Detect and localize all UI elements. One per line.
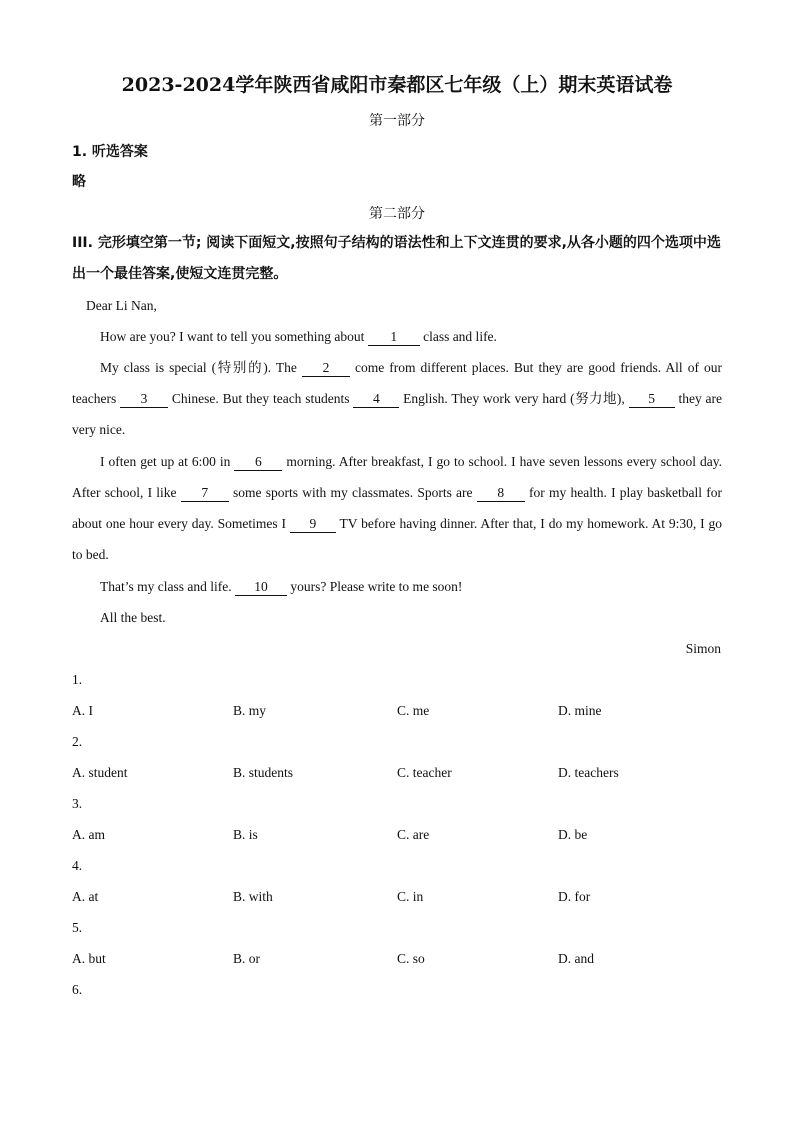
section-listening: 1. 听选答案 [72, 144, 148, 160]
text: Chinese. But they teach students [168, 391, 354, 406]
answer-option: D. be [558, 827, 588, 842]
answer-option: B. or [233, 951, 260, 966]
text: for my health. I play basketball for about one hour every day. Sometimes I [72, 485, 722, 531]
text: TV before having dinner. After that, I do my homework. At 9:30, I go to bed. [72, 516, 722, 562]
answer-option: C. me [397, 703, 430, 718]
text: morning. After breakfast, I go to school. I have seven lessons every school day. After school, I like [72, 454, 722, 500]
question-number: 2. [72, 734, 83, 749]
text: they are very nice. [72, 391, 722, 437]
answer-option: A. am [72, 827, 105, 842]
answer-option: B. my [233, 703, 267, 718]
blank-8: 8 [477, 485, 525, 502]
cloze-instruction: III. 完形填空第一节; 阅读下面短文,按照句子结构的语法性和上下文连贯的要求,从各小题的四个选项中选出一个最佳答案,使短文连贯完整。 [72, 235, 721, 282]
text: I often get up at 6:00 in [100, 454, 235, 469]
question-number: 6. [72, 982, 83, 997]
text: How are you? I want to tell you something about [100, 329, 368, 344]
answer-option: B. is [233, 827, 258, 842]
answer-option: B. with [233, 889, 273, 904]
section-omitted-note: 略 [72, 174, 86, 190]
answer-option: C. teacher [397, 765, 452, 780]
blank-5: 5 [629, 391, 675, 408]
answer-option: A. I [72, 703, 93, 718]
part2-heading: 第二部分 [369, 206, 425, 222]
letter-signature: Simon [685, 641, 721, 656]
answer-option: D. teachers [558, 765, 619, 780]
letter-paragraph-2 [72, 352, 722, 445]
part1-heading: 第一部分 [369, 113, 425, 129]
blank-3: 3 [120, 391, 168, 408]
answer-option: D. for [558, 889, 591, 904]
answer-option: C. are [397, 827, 430, 842]
question-number: 4. [72, 858, 83, 873]
question-number: 3. [72, 796, 83, 811]
question-number: 1. [72, 672, 83, 687]
answer-option: D. mine [558, 703, 602, 718]
blank-2: 2 [302, 360, 350, 377]
letter-paragraph-4 [72, 571, 722, 602]
answer-option: D. and [558, 951, 594, 966]
blank-9: 9 [290, 516, 336, 533]
answer-option: B. students [233, 765, 294, 780]
question-number: 5. [72, 920, 83, 935]
letter-greeting: Dear Li Nan, [86, 298, 157, 313]
letter-paragraph-3 [72, 446, 722, 570]
text: come from different places. But they are good friends. All of our teachers [72, 360, 722, 406]
blank-4: 4 [353, 391, 399, 408]
blank-6: 6 [234, 454, 282, 471]
answer-option: A. student [72, 765, 128, 780]
text: English. They work very hard (努力地), [399, 391, 629, 406]
answer-option: A. but [72, 951, 106, 966]
blank-10: 10 [235, 579, 287, 596]
exam-title: 2023-2024学年陕西省咸阳市秦都区七年级（上）期末英语试卷 [121, 74, 673, 96]
text: yours? Please write to me soon! [286, 579, 463, 594]
letter-closing: All the best. [100, 610, 166, 625]
text: class and life. [419, 329, 497, 344]
answer-option: A. at [72, 889, 99, 904]
text: My class is special (特别的). The [100, 360, 302, 375]
text: some sports with my classmates. Sports are [228, 485, 477, 500]
letter-paragraph-1 [72, 321, 722, 352]
blank-7: 7 [181, 485, 229, 502]
answer-option: C. so [397, 951, 425, 966]
answer-option: C. in [397, 889, 424, 904]
blank-1: 1 [368, 329, 420, 346]
text: That’s my class and life. [100, 579, 235, 594]
